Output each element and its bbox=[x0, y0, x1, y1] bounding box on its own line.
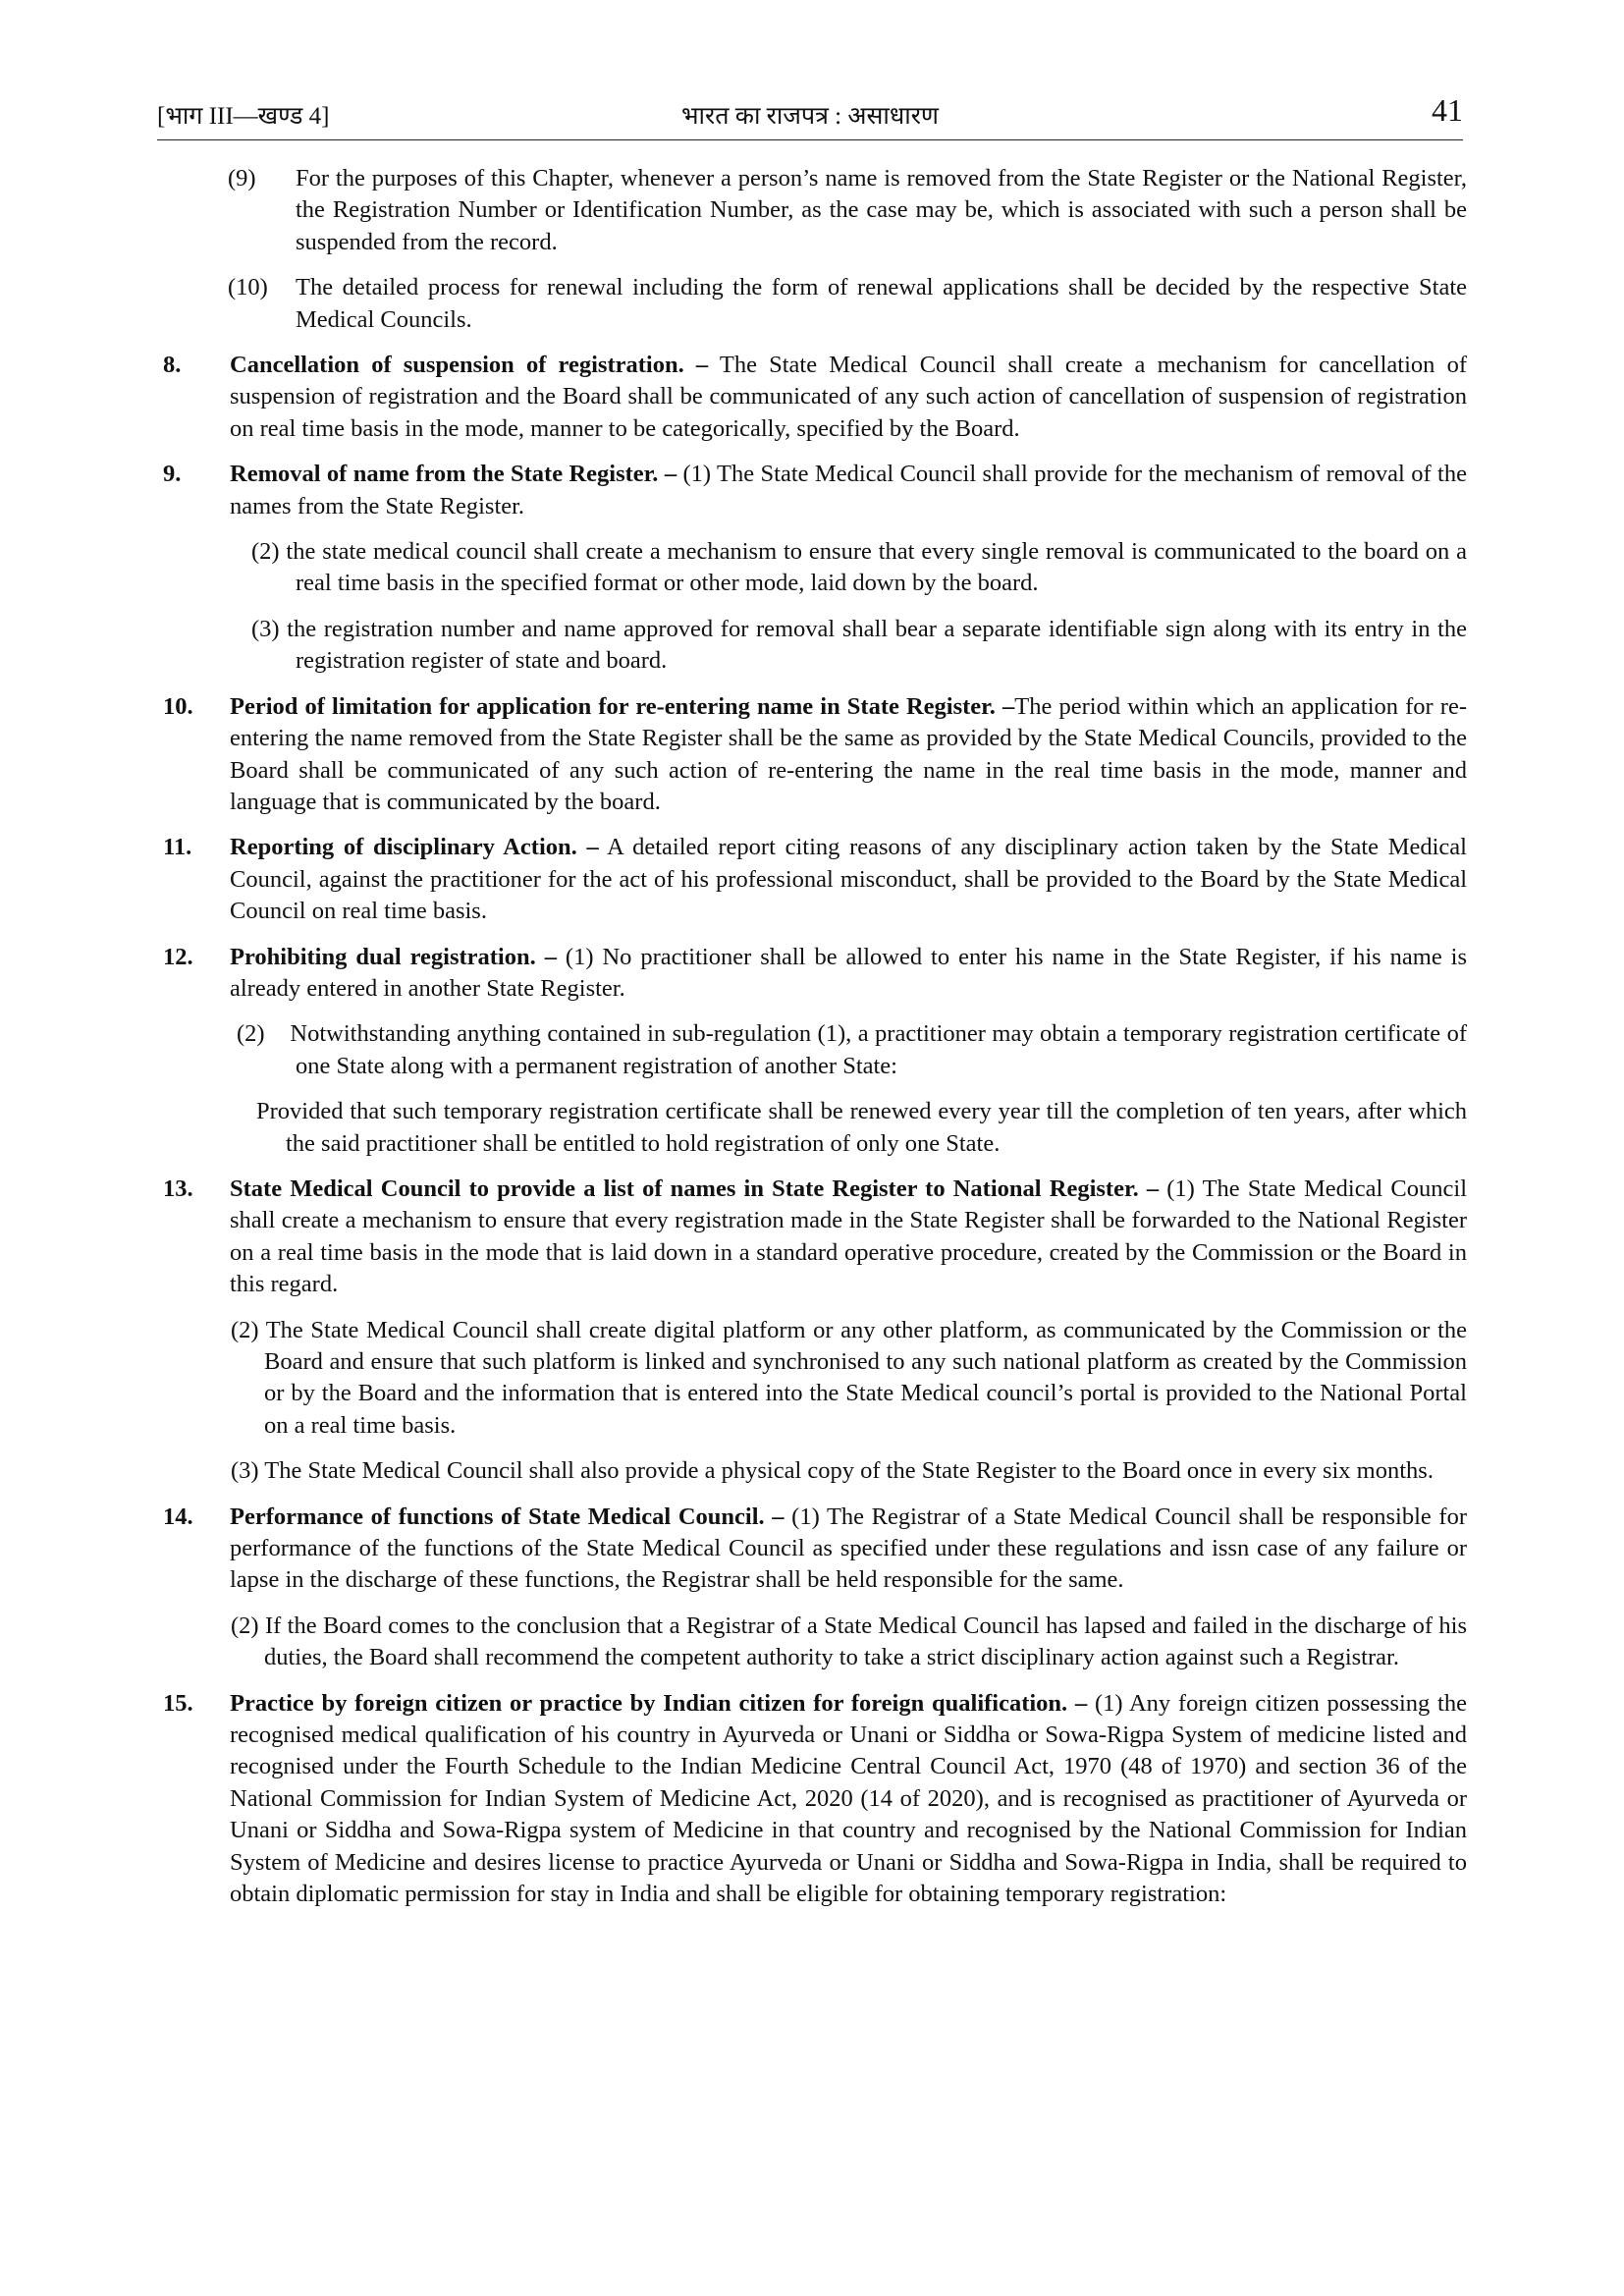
section-number: 12. bbox=[163, 943, 193, 970]
section-heading: State Medical Council to provide a list of names in State Register to National Register. – bbox=[230, 1175, 1160, 1202]
section-number: 10. bbox=[163, 692, 193, 720]
section-13-sub-2: (2) The State Medical Council shall create digital platform or any other platform, as communicated by the Commission or the Board and ensure that such platform is linked and synchronised to any such national platform as created by the Commission or by the Board and the information that is entered into the State Medical council’s portal is provided to the National Portal on a real time basis. bbox=[231, 1316, 1467, 1439]
section-heading: Removal of name from the State Register. – bbox=[230, 461, 677, 488]
section-text: A detailed report citing reasons of any disciplinary action taken by the State Medical Council, against the practitioner for the act of his professional misconduct, shall be provided to the Board by the State Medical Council on real time basis. bbox=[230, 834, 1467, 925]
part-section-label: [भाग III—खण्ड 4] bbox=[157, 103, 330, 130]
section-text: (1) The State Medical Council shall provide for the mechanism of removal of the names from the State Register. bbox=[230, 461, 1467, 519]
section-text: (1) Any foreign citizen possessing the recognised medical qualification of his country in Ayurveda or Unani or Siddha or Sowa-Rigpa System of medicine listed and recognised under the Fourth Schedule to the Indian Medicine Central Council Act, 1970 (48 of 1970) and section 36 of the National Commission for Indian System of Medicine Act, 2020 (14 of 2020), and is recognised as practitioner of Ayurveda or Unani or Siddha and Sowa-Rigpa system of Medicine in that country and recognised by the National Commission for Indian System of Medicine and desires license to practice Ayurveda or Unani or Siddha and Sowa-Rigpa in India, shall be required to obtain diplomatic permission for stay in India and shall be eligible for obtaining temporary registration: bbox=[230, 1689, 1467, 1908]
section-14-sub-2: (2) If the Board comes to the conclusion that a Registrar of a State Medical Council has lapsed and failed in the discharge of his duties, the Board shall recommend the competent authority to take a strict disciplinary action against such a Registrar. bbox=[231, 1612, 1467, 1671]
section-15 bbox=[163, 1688, 1467, 1911]
section-text: The period within which an application for re-entering the name removed from the State Register shall be the same as provided by the State Medical Councils, provided to the Board shall be communicated of any such action of re-entering the name in the real time basis in the mode, manner and language that is communicated by the board. bbox=[230, 692, 1467, 815]
section-13-sub-3: (3) The State Medical Council shall also provide a physical copy of the State Register to the Board once in every six months. bbox=[231, 1457, 1434, 1485]
sub-clause-number: (10) bbox=[228, 274, 268, 301]
section-heading: Cancellation of suspension of registration. – bbox=[230, 352, 709, 379]
sub-clause-text: Notwithstanding anything contained in sub-regulation (1), a practitioner may obtain a temporary registration certificate of one State along with a permanent registration of another State: bbox=[290, 1020, 1468, 1079]
page-number: 41 bbox=[1432, 92, 1463, 128]
section-9 bbox=[163, 459, 1467, 522]
gazette-title: भारत का राजपत्र : असाधारण bbox=[680, 103, 940, 130]
section-12 bbox=[163, 942, 1467, 1006]
section-14 bbox=[163, 1502, 1467, 1597]
section-heading: Prohibiting dual registration. – bbox=[230, 943, 557, 970]
section-number: 9. bbox=[163, 461, 182, 488]
section-text: The State Medical Council shall create a mechanism for cancellation of suspension of registration and the Board shall be communicated of any such action of cancellation of suspension of registration on real time basis in the mode, manner to be categorically, specified by the Board. bbox=[230, 352, 1467, 442]
sub-clause-text: The detailed process for renewal including the form of renewal applications shall be decided by the respective State Medical Councils. bbox=[296, 274, 1467, 333]
section-12-sub-2 bbox=[163, 1018, 1467, 1082]
section-number: 15. bbox=[163, 1689, 193, 1717]
section-9-sub-2: (2) the state medical council shall create a mechanism to ensure that every single removal is communicated to the board on a real time basis in the specified format or other mode, laid down by the board. bbox=[251, 538, 1467, 597]
section-number: 13. bbox=[163, 1175, 193, 1202]
section-heading: Performance of functions of State Medical Council. – bbox=[230, 1503, 785, 1530]
section-number: 8. bbox=[163, 352, 182, 379]
document-body bbox=[163, 163, 1467, 1925]
section-text: (1) The State Medical Council shall create a mechanism to ensure that every registration made in the State Register shall be forwarded to the National Register on a real time basis in the mode that is laid down in a standard operative procedure, created by the Commission or the Board in this regard. bbox=[230, 1175, 1467, 1298]
section-number: 11. bbox=[163, 834, 192, 861]
sub-clause-text: For the purposes of this Chapter, whenever a person’s name is removed from the State Register or the National Register, the Registration Number or Identification Number, as the case may be, which is associated with such a person shall be suspended from the record. bbox=[296, 165, 1467, 255]
section-10 bbox=[163, 691, 1467, 819]
section-heading: Period of limitation for application for re-entering name in State Register. – bbox=[230, 692, 1015, 720]
section-13 bbox=[163, 1174, 1467, 1301]
section-text: (1) The Registrar of a State Medical Council shall be responsible for performance of the functions of the State Medical Council as specified under these regulations and issn case of any failure or lapse in the discharge of these functions, the Registrar shall be held responsible for the same. bbox=[230, 1503, 1467, 1594]
page-header bbox=[157, 92, 1463, 145]
header-rule bbox=[157, 139, 1463, 140]
section-number: 14. bbox=[163, 1503, 193, 1530]
sub-clause-9 bbox=[163, 163, 1467, 258]
section-8 bbox=[163, 350, 1467, 445]
sub-clause-number: (9) bbox=[228, 165, 256, 191]
section-text: (1) No practitioner shall be allowed to enter his name in the State Register, if his name is already entered in another State Register. bbox=[230, 943, 1467, 1002]
section-9-sub-3: (3) the registration number and name approved for removal shall bear a separate identifiable sign along with its entry in the registration register of state and board. bbox=[251, 615, 1467, 675]
section-heading: Reporting of disciplinary Action. – bbox=[230, 834, 599, 861]
section-heading: Practice by foreign citizen or practice by Indian citizen for foreign qualification. – bbox=[230, 1689, 1088, 1717]
section-11 bbox=[163, 832, 1467, 927]
section-12-proviso: Provided that such temporary registration certificate shall be renewed every year till the completion of ten years, after which the said practitioner shall be entitled to hold registration of only one State. bbox=[256, 1098, 1467, 1157]
sub-clause-number: (2) bbox=[237, 1020, 265, 1048]
sub-clause-10 bbox=[163, 272, 1467, 336]
